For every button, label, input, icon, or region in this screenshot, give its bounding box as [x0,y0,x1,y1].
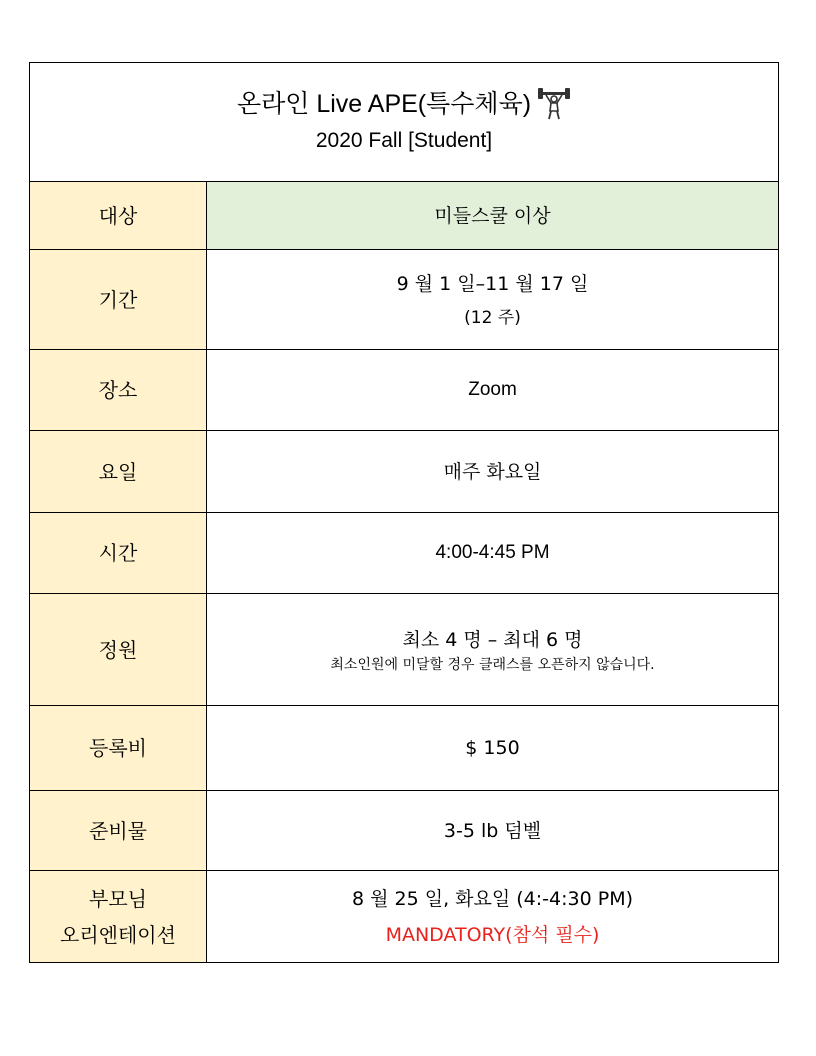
row-time [30,513,779,594]
row-value: $ 150 [207,706,779,791]
row-value: 3-5 lb 덤벨 [207,791,779,871]
header-row [30,63,779,182]
row-capacity [30,594,779,706]
row-period [30,250,779,350]
document-subtitle: 2020 Fall [Student] [315,129,493,152]
document-title-line [30,87,778,121]
row-fee [30,706,779,791]
row-label: 시간 [30,513,207,594]
row-value-cell [207,594,779,706]
row-orientation [30,871,779,963]
row-label: 정원 [30,594,207,706]
row-label: 요일 [30,431,207,513]
row-location [30,350,779,431]
row-label: 준비물 [30,791,207,871]
row-label: 장소 [30,350,207,431]
row-target [30,182,779,250]
row-value: Zoom [207,350,779,431]
row-day [30,431,779,513]
document-title: 온라인 Live APE(특수체육) [236,90,532,118]
row-value-cell [207,250,779,350]
row-label: 대상 [30,182,207,250]
row-value-cell [207,871,779,963]
row-label: 등록비 [30,706,207,791]
header-cell [30,63,779,182]
capacity-range: 최소 4 명 – 최대 6 명 [402,628,583,651]
program-info-table [29,62,779,963]
orientation-label-line1: 부모님 [89,886,147,911]
capacity-note: 최소인원에 미달할 경우 클래스를 오픈하지 않습니다. [330,656,655,673]
row-value: 4:00-4:45 PM [207,513,779,594]
period-dates: 9 월 1 일–11 월 17 일 [396,272,589,295]
orientation-mandatory: MANDATORY(참석 필수) [385,923,600,946]
weightlifter-icon [537,87,571,121]
row-label: 기간 [30,250,207,350]
row-value: 미들스쿨 이상 [207,182,779,250]
orientation-date: 8 월 25 일, 화요일 (4:-4:30 PM) [352,887,634,910]
row-value: 매주 화요일 [207,431,779,513]
row-label-cell [30,871,207,963]
period-weeks: (12 주) [464,307,521,328]
orientation-label-line2: 오리엔테이션 [60,922,176,947]
row-supplies [30,791,779,871]
